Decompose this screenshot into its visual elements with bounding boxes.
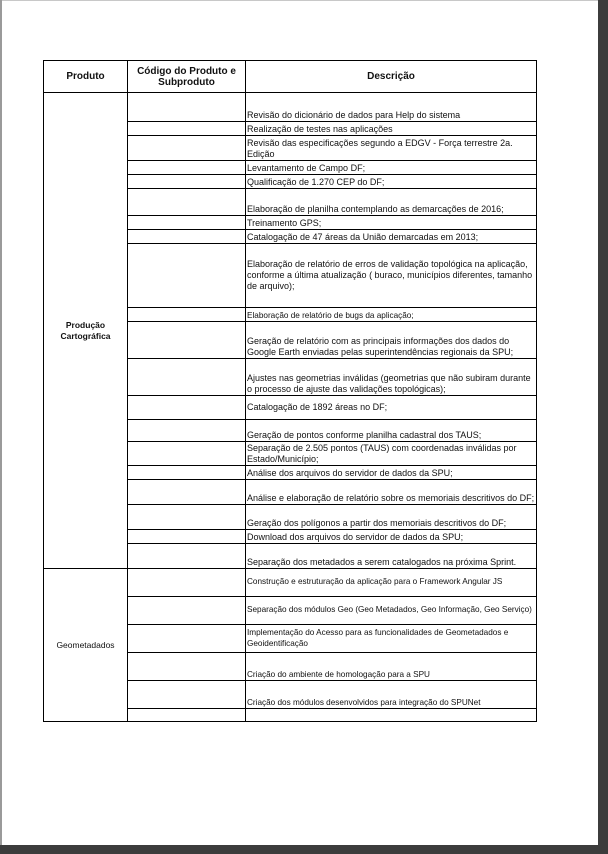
description-cell bbox=[246, 709, 537, 722]
code-cell bbox=[128, 709, 246, 722]
description-cell: Criação do ambiente de homologação para a SPU bbox=[246, 653, 537, 681]
code-cell bbox=[128, 597, 246, 625]
code-cell bbox=[128, 544, 246, 569]
description-cell: Separação dos módulos Geo (Geo Metadados, Geo Informação, Geo Serviço) bbox=[246, 597, 537, 625]
description-cell: Levantamento de Campo DF; bbox=[246, 161, 537, 175]
description-cell: Elaboração de relatório de erros de validação topológica na aplicação, conforme a última atualização ( buraco, municípios diferentes, tamanho de arquivo); bbox=[246, 244, 537, 308]
code-cell bbox=[128, 230, 246, 244]
description-cell: Construção e estruturação da aplicação para o Framework Angular JS bbox=[246, 569, 537, 597]
header-descricao: Descrição bbox=[246, 61, 537, 93]
description-cell: Realização de testes nas aplicações bbox=[246, 122, 537, 136]
product-cell-producao-cartografica: Produção Cartográfica bbox=[44, 93, 128, 569]
header-produto: Produto bbox=[44, 61, 128, 93]
page-frame-top bbox=[0, 0, 598, 1]
description-cell: Análise dos arquivos do servidor de dados da SPU; bbox=[246, 466, 537, 480]
description-cell: Elaboração de relatório de bugs da aplicação; bbox=[246, 308, 537, 322]
description-cell: Download dos arquivos do servidor de dados da SPU; bbox=[246, 530, 537, 544]
code-cell bbox=[128, 442, 246, 466]
activities-table bbox=[43, 60, 537, 722]
code-cell bbox=[128, 569, 246, 597]
code-cell bbox=[128, 161, 246, 175]
description-cell: Revisão do dicionário de dados para Help do sistema bbox=[246, 93, 537, 122]
code-cell bbox=[128, 93, 246, 122]
description-cell: Separação de 2.505 pontos (TAUS) com coordenadas inválidas por Estado/Município; bbox=[246, 442, 537, 466]
code-cell bbox=[128, 122, 246, 136]
code-cell bbox=[128, 625, 246, 653]
code-cell bbox=[128, 359, 246, 396]
code-cell bbox=[128, 420, 246, 442]
product-cell-geometadados: Geometadados bbox=[44, 569, 128, 722]
table-row bbox=[44, 93, 537, 122]
page-frame-right bbox=[598, 0, 608, 854]
header-codigo: Código do Produto e Subproduto bbox=[128, 61, 246, 93]
code-cell bbox=[128, 396, 246, 420]
description-cell: Criação dos módulos desenvolvidos para integração do SPUNet bbox=[246, 681, 537, 709]
code-cell bbox=[128, 530, 246, 544]
description-cell: Elaboração de planilha contemplando as demarcações de 2016; bbox=[246, 189, 537, 216]
table-row bbox=[44, 569, 537, 597]
description-cell: Separação dos metadados a serem catalogados na próxima Sprint. bbox=[246, 544, 537, 569]
code-cell bbox=[128, 136, 246, 161]
description-cell: Análise e elaboração de relatório sobre os memoriais descritivos do DF; bbox=[246, 480, 537, 505]
code-cell bbox=[128, 505, 246, 530]
description-cell: Geração dos polígonos a partir dos memoriais descritivos do DF; bbox=[246, 505, 537, 530]
code-cell bbox=[128, 189, 246, 216]
code-cell bbox=[128, 216, 246, 230]
description-cell: Ajustes nas geometrias inválidas (geometrias que não subiram durante o processo de ajuste das validações topológicas); bbox=[246, 359, 537, 396]
code-cell bbox=[128, 175, 246, 189]
code-cell bbox=[128, 681, 246, 709]
page-frame-bottom bbox=[0, 845, 608, 854]
code-cell bbox=[128, 480, 246, 505]
code-cell bbox=[128, 308, 246, 322]
code-cell bbox=[128, 244, 246, 308]
page-frame-left bbox=[0, 0, 2, 846]
code-cell bbox=[128, 466, 246, 480]
description-cell: Catalogação de 47 áreas da União demarcadas em 2013; bbox=[246, 230, 537, 244]
description-cell: Revisão das especificações segundo a EDGV - Força terrestre 2a. Edição bbox=[246, 136, 537, 161]
table-header-row bbox=[44, 61, 537, 93]
description-cell: Qualificação de 1.270 CEP do DF; bbox=[246, 175, 537, 189]
description-cell: Geração de pontos conforme planilha cadastral dos TAUS; bbox=[246, 420, 537, 442]
code-cell bbox=[128, 322, 246, 359]
code-cell bbox=[128, 653, 246, 681]
description-cell: Implementação do Acesso para as funcionalidades de Geometadados e Geoidentificação bbox=[246, 625, 537, 653]
description-cell: Geração de relatório com as principais informações dos dados do Google Earth enviadas pelas superintendências regionais da SPU; bbox=[246, 322, 537, 359]
description-cell: Treinamento GPS; bbox=[246, 216, 537, 230]
description-cell: Catalogação de 1892 áreas no DF; bbox=[246, 396, 537, 420]
